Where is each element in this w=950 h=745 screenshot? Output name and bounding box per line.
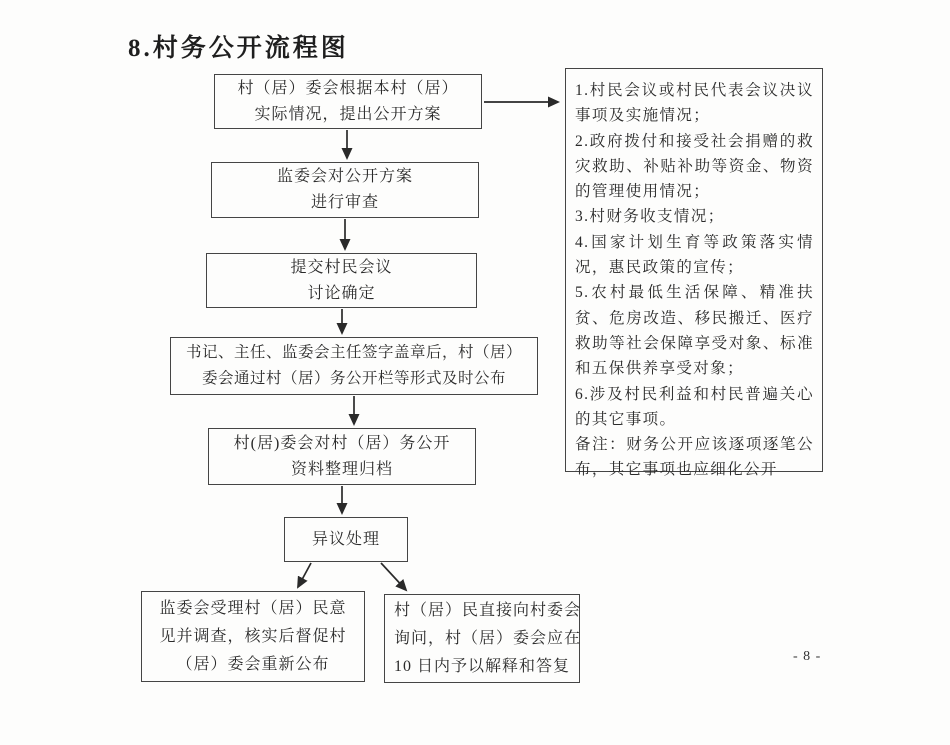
flow-box-text: 进行审查 — [310, 194, 379, 211]
arrow-objection-to-inquiry — [381, 563, 406, 590]
flow-box-review — [211, 162, 479, 218]
flow-box-text: 见并调查，核实后督促村 — [159, 627, 347, 645]
page-number: - 8 - — [793, 649, 822, 664]
flow-box-text: 监委会对公开方案 — [276, 168, 413, 185]
flow-box-text: 异议处理 — [311, 530, 380, 548]
disclosure-item: 1.村民会议或村民代表会议决议事项及实施情况； — [575, 82, 814, 125]
flow-box-text: 提交村民会议 — [290, 258, 393, 276]
flow-box-text: 村(居)委会对村（居）务公开 — [233, 434, 451, 452]
flow-box-archive — [208, 428, 476, 485]
flow-box-text: （居）委会重新公布 — [176, 655, 330, 673]
disclosure-item: 4.国家计划生育等政策落实情况，惠民政策的宣传； — [575, 233, 814, 277]
disclosure-item: 5.农村最低生活保障、精准扶贫、危房改造、移民搬迁、医疗救助等社会保障享受对象、标准和五保供养享受对象； — [575, 284, 814, 378]
flow-box-text: 实际情况，提出公开方案 — [254, 105, 442, 123]
flow-box-text: 询问，村（居）委会应在 — [394, 629, 582, 647]
flow-box-supervise — [141, 591, 365, 682]
page-title: 8.村务公开流程图 — [128, 35, 349, 62]
arrow-objection-to-supervise — [298, 563, 311, 587]
flow-box-text: 书记、主任、监委会主任签字盖章后，村（居） — [185, 344, 522, 361]
disclosure-item: 3.村财务收支情况； — [575, 208, 725, 226]
flow-box-objection — [284, 517, 408, 562]
flow-box-text: 委会通过村（居）务公开栏等形式及时公布 — [201, 370, 506, 387]
disclosure-items-panel — [565, 68, 823, 479]
disclosure-item: 6.涉及村民利益和村民普遍关心的其它事项。 — [575, 385, 814, 428]
flow-box-text: 资料整理归档 — [290, 460, 393, 478]
flow-box-submit — [206, 253, 477, 308]
flow-box-publish — [170, 337, 538, 395]
disclosure-item: 2.政府拨付和接受社会捐赠的救灾救助、补贴补助等资金、物资的管理使用情况； — [575, 132, 814, 201]
disclosure-note: 备注：财务公开应该逐项逐笔公布，其它事项也应细化公开 — [575, 436, 814, 479]
flow-box-propose — [214, 74, 482, 129]
flow-box-text: 村（居）委会根据本村（居） — [237, 79, 459, 97]
flow-box-text: 10 日内予以解释和答复 — [394, 657, 571, 675]
flow-box-text: 讨论确定 — [307, 284, 376, 302]
flow-box-text: 村（居）民直接向村委会 — [394, 601, 582, 619]
flow-box-text: 监委会受理村（居）民意 — [159, 599, 347, 617]
flow-box-inquiry — [384, 594, 580, 683]
